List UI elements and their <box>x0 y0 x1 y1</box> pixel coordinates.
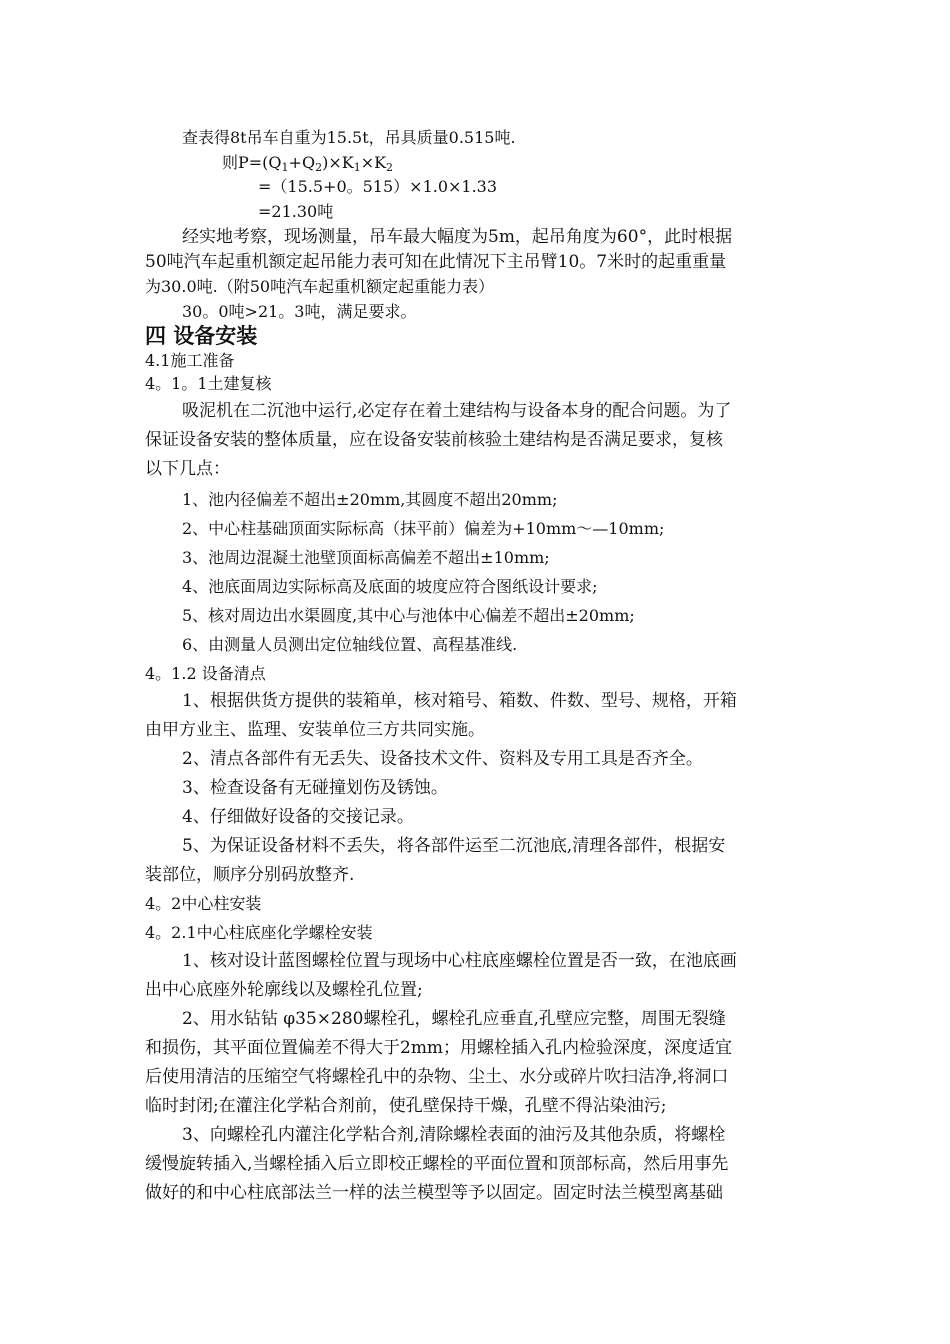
list-item: 2、中心柱基础顶面实际标高（抹平前）偏差为+10mm～—10mm; <box>182 519 665 538</box>
list-item: 5、为保证设备材料不丢失，将各部件运至二沉池底,清理各部件，根据安 <box>182 836 726 856</box>
paragraph-line: 30。0吨>21。3吨，满足要求。 <box>182 302 417 321</box>
paragraph-line: 缓慢旋转插入,当螺栓插入后立即校正螺栓的平面位置和顶部标高，然后用事先 <box>145 1154 729 1174</box>
list-item: 2、清点各部件有无丢失、设备技术文件、资料及专用工具是否齐全。 <box>182 749 703 769</box>
list-item: 1、根据供货方提供的装箱单，核对箱号、箱数、件数、型号、规格，开箱 <box>182 691 737 711</box>
paragraph-line: 50吨汽车起重机额定起吊能力表可知在此情况下主吊臂10。7米时的起重重量 <box>145 252 727 272</box>
paragraph-line: 临时封闭;在灌注化学粘合剂前，使孔壁保持干燥，孔壁不得沾染油污; <box>145 1096 667 1116</box>
paragraph-line: 后使用清洁的压缩空气将螺栓孔中的杂物、尘土、水分或碎片吹扫洁净,将洞口 <box>145 1067 729 1087</box>
formula-subscript: 2 <box>386 161 394 174</box>
list-item: 1、池内径偏差不超出±20mm,其圆度不超出20mm; <box>182 490 558 509</box>
section-heading: 四 设备安装 <box>145 324 258 348</box>
subsection-heading: 4。2中心柱安装 <box>145 894 262 913</box>
list-item: 6、由测量人员测出定位轴线位置、高程基准线. <box>182 635 518 654</box>
formula-subscript: 1 <box>353 161 361 174</box>
paragraph-line: 经实地考察，现场测量，吊车最大幅度为5m，起吊角度为60°，此时根据 <box>182 227 733 247</box>
subsection-heading: 4.1施工准备 <box>145 351 235 370</box>
text-line: 查表得8t吊车自重为15.5t，吊具质量0.515吨. <box>182 128 516 147</box>
subsection-heading: 4。1。1土建复核 <box>145 374 272 393</box>
list-item: 3、检查设备有无碰撞划伤及锈蚀。 <box>182 778 448 798</box>
text-line: =（15.5+0。515）×1.0×1.33 <box>258 177 498 196</box>
list-item: 3、向螺栓孔内灌注化学粘合剂,清除螺栓表面的油污及其他杂质，将螺栓 <box>182 1125 726 1145</box>
formula-text: 则P=(Q <box>222 153 282 172</box>
paragraph-line: 和损伤，其平面位置偏差不得大于2mm；用螺栓插入孔内检验深度，深度适宜 <box>145 1038 733 1058</box>
list-item: 5、核对周边出水渠圆度,其中心与池体中心偏差不超出±20mm; <box>182 606 635 625</box>
formula-subscript: 1 <box>281 161 289 174</box>
paragraph-line: 装部位，顺序分别码放整齐. <box>145 865 355 885</box>
subsection-heading: 4。2.1中心柱底座化学螺栓安装 <box>145 923 373 942</box>
formula-subscript: 2 <box>315 161 323 174</box>
formula-text: ×K <box>360 153 387 172</box>
list-item: 1、核对设计蓝图螺栓位置与现场中心柱底座螺栓位置是否一致，在池底画 <box>182 951 737 971</box>
paragraph-line: 出中心底座外轮廓线以及螺栓孔位置; <box>145 980 423 1000</box>
paragraph-line: 吸泥机在二沉池中运行,必定存在着土建结构与设备本身的配合问题。为了 <box>182 401 732 421</box>
list-item: 4、仔细做好设备的交接记录。 <box>182 807 414 827</box>
text-line: =21.30吨 <box>258 202 334 221</box>
list-item: 2、用水钻钻 φ35×280螺栓孔，螺栓孔应垂直,孔壁应完整，周围无裂缝 <box>182 1009 726 1029</box>
subsection-heading: 4。1.2 设备清点 <box>145 664 266 683</box>
paragraph-line: 保证设备安装的整体质量，应在设备安装前核验土建结构是否满足要求，复核 <box>145 430 723 450</box>
list-item: 4、池底面周边实际标高及底面的坡度应符合图纸设计要求; <box>182 577 598 596</box>
paragraph-line: 以下几点： <box>145 459 230 479</box>
formula-line <box>222 152 393 174</box>
formula-text: +Q <box>288 153 316 172</box>
formula-text: )×K <box>322 153 354 172</box>
paragraph-line: 为30.0吨.（附50吨汽车起重机额定起重能力表） <box>145 277 495 296</box>
paragraph-line: 做好的和中心柱底部法兰一样的法兰模型等予以固定。固定时法兰模型离基础 <box>145 1183 723 1203</box>
paragraph-line: 由甲方业主、监理、安装单位三方共同实施。 <box>145 720 485 740</box>
list-item: 3、池周边混凝土池壁顶面标高偏差不超出±10mm; <box>182 548 550 567</box>
